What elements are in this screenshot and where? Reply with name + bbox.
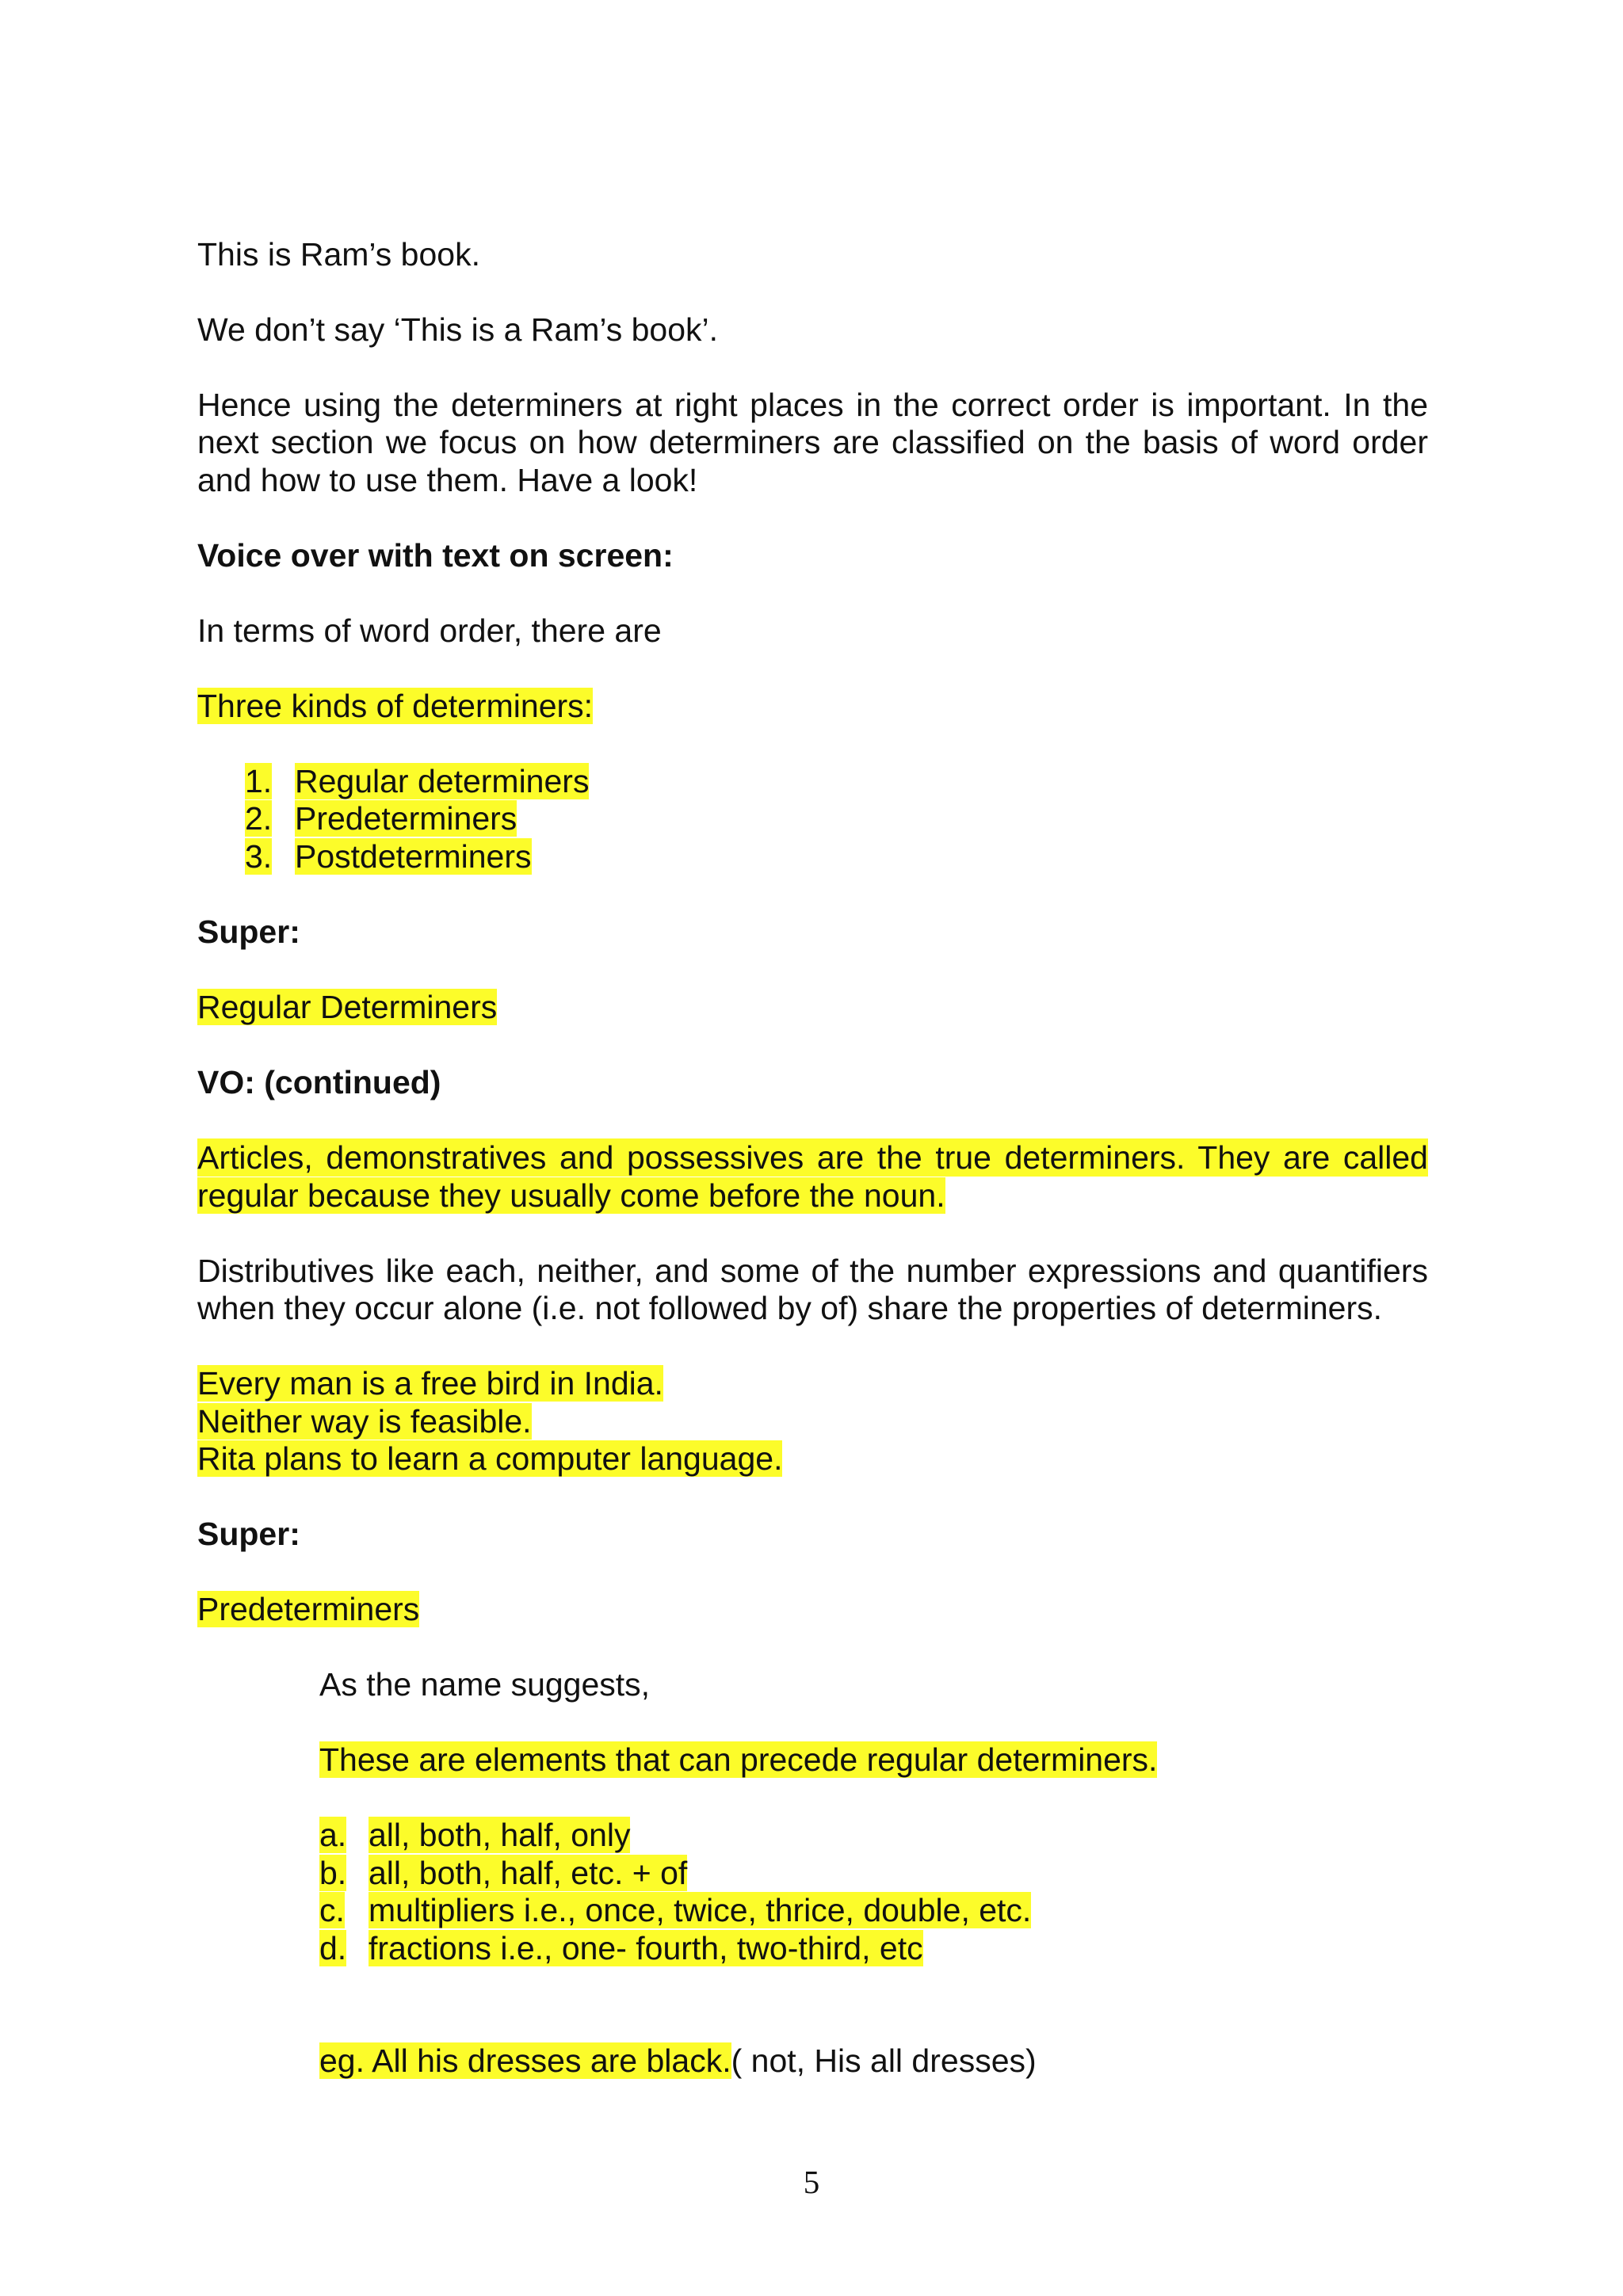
vo-continued-heading: VO: (continued) <box>197 1064 441 1100</box>
example-sentence: Every man is a free bird in India. <box>197 1365 663 1402</box>
paragraph-line: next section we focus on how determiners are classified on the basis of word order <box>197 424 1428 460</box>
list-item: d. <box>319 1930 347 1966</box>
paragraph-line: regular because they usually come before the noun. <box>197 1177 945 1214</box>
super-heading-2: Super: <box>197 1516 300 1552</box>
example-sentence: Neither way is feasible. <box>197 1403 532 1440</box>
super-heading-1: Super: <box>197 913 300 950</box>
list-item-label: multipliers i.e., once, twice, thrice, double, etc. <box>369 1892 1032 1928</box>
word-order-intro: In terms of word order, there are <box>197 612 662 649</box>
list-item-label: all, both, half, etc. + of <box>369 1855 688 1891</box>
list-item-label: Postdeterminers <box>295 838 532 875</box>
list-item: b. <box>319 1855 347 1891</box>
paragraph-line: Articles, demonstratives and possessives are the true determiners. They are called <box>197 1139 1428 1176</box>
list-item: 1. <box>245 763 273 799</box>
paragraph-line: when they occur alone (i.e. not followed by of) share the properties of determiners. <box>197 1290 1383 1326</box>
page-number: 5 <box>803 2164 820 2200</box>
predeterminers-example: eg. All his dresses are black.( not, His all dresses) <box>319 2042 1037 2079</box>
three-kinds-title: Three kinds of determiners: <box>197 688 594 724</box>
paragraph-line: Hence using the determiners at right places in the correct order is important. In the <box>197 387 1428 423</box>
list-item: 3. <box>245 838 273 875</box>
voice-over-heading: Voice over with text on screen: <box>197 537 674 574</box>
list-item-label: Predeterminers <box>295 800 517 837</box>
super-text-regular-determiners: Regular Determiners <box>197 989 498 1025</box>
list-item: a. <box>319 1817 347 1853</box>
predeterminers-definition: These are elements that can precede regular determiners. <box>319 1741 1158 1778</box>
list-item: c. <box>319 1892 345 1928</box>
intro-line-2: We don’t say ‘This is a Ram’s book’. <box>197 311 719 348</box>
intro-line-1: This is Ram’s book. <box>197 236 480 273</box>
paragraph-line: Distributives like each, neither, and some of the number expressions and quantifiers <box>197 1253 1428 1289</box>
predeterminers-intro: As the name suggests, <box>319 1666 651 1703</box>
super-text-predeterminers: Predeterminers <box>197 1591 420 1627</box>
list-item-label: all, both, half, only <box>369 1817 631 1853</box>
list-item: 2. <box>245 800 273 837</box>
list-item-label: fractions i.e., one- fourth, two-third, etc <box>369 1930 923 1966</box>
list-item-label: Regular determiners <box>295 763 590 799</box>
paragraph-line: and how to use them. Have a look! <box>197 462 698 498</box>
example-sentence: Rita plans to learn a computer language. <box>197 1440 783 1477</box>
